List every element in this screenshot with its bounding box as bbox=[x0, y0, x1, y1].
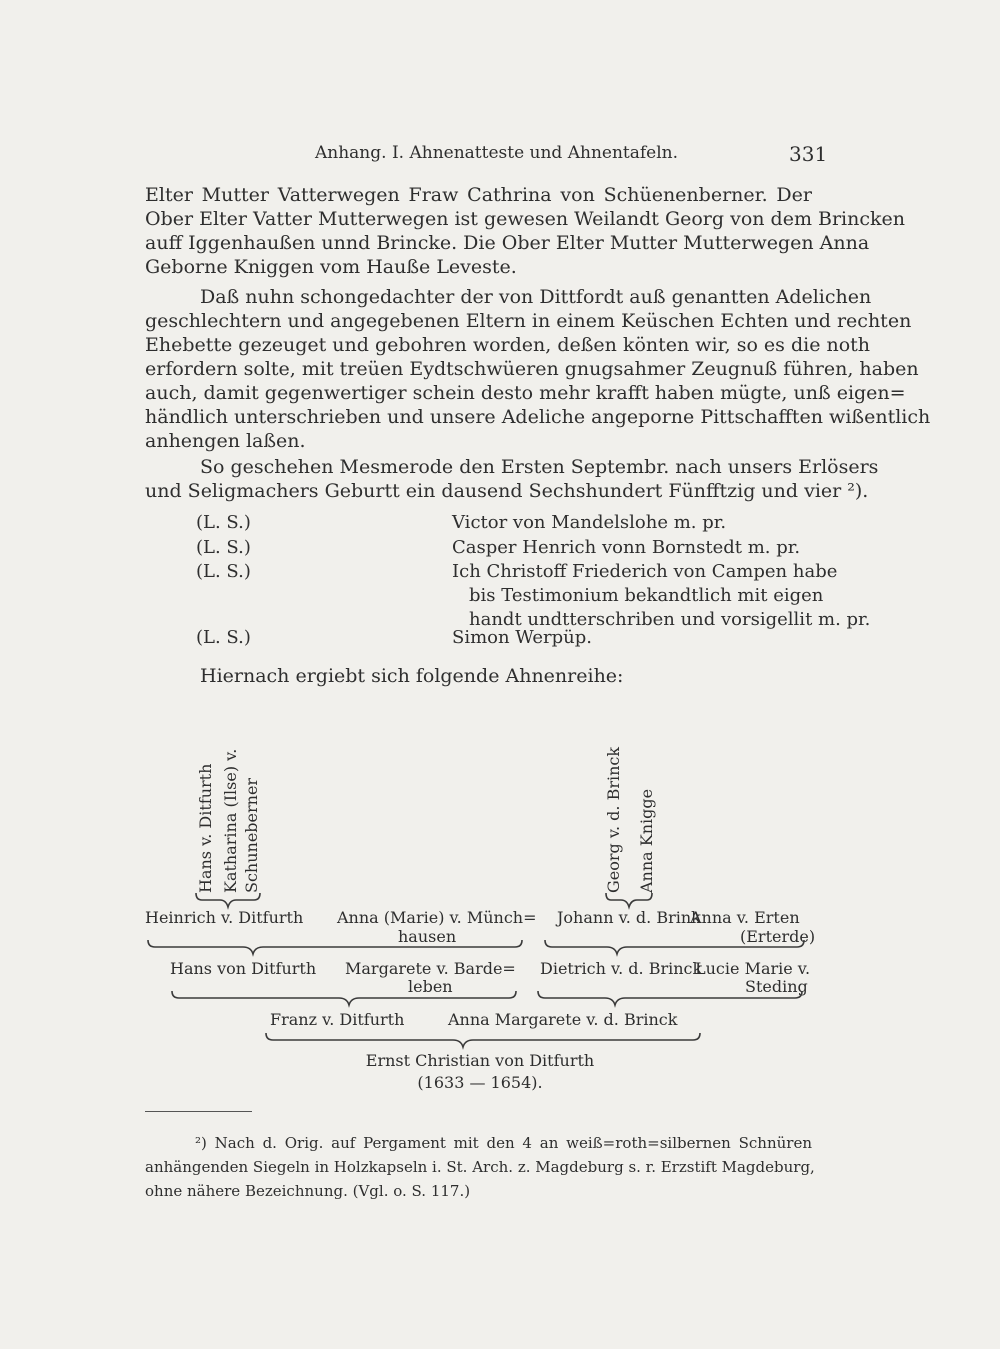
signature-line: Ich Christoff Friederich von Campen habe bbox=[452, 561, 838, 582]
ancestor-name: Franz v. Ditfurth bbox=[270, 1010, 405, 1029]
ancestor-name: Anna Margarete v. d. Brinck bbox=[448, 1010, 678, 1029]
text-line: Elter Mutter Vatterwegen Fraw Cathrina von Schüenenberner. Der bbox=[145, 184, 812, 206]
seal-mark: (L. S.) bbox=[196, 537, 251, 558]
signature-line: Casper Henrich vonn Bornstedt m. pr. bbox=[452, 537, 801, 558]
signature-line: bis Testimonium bekandtlich mit eigen bbox=[469, 585, 824, 606]
ancestor-name: Hans von Ditfurth bbox=[170, 959, 317, 978]
ancestor-name: leben bbox=[408, 977, 453, 996]
text-line: Ehebette gezeuget und gebohren worden, deßen könten wir, so es die noth bbox=[145, 334, 871, 356]
text-line: Daß nuhn schongedachter der von Dittfordt auß genantten Adelichen bbox=[200, 286, 872, 308]
text-line: geschlechtern und angegebenen Eltern in einem Keüschen Echten und rechten bbox=[145, 310, 912, 332]
text-line: auff Iggenhaußen unnd Brincke. Die Ober Elter Mutter Mutterwegen Anna bbox=[145, 232, 870, 254]
page-number: 331 bbox=[789, 142, 828, 166]
ancestor-name-vertical: Katharina (Ilse) v. bbox=[221, 748, 240, 893]
signature-line: handt undtterschriben und vorsigellit m. pr. bbox=[469, 609, 871, 630]
ancestor-name: Dietrich v. d. Brinck bbox=[540, 959, 703, 978]
text-line: händlich unterschrieben und unsere Adeliche angeporne Pittschafften wißentlich bbox=[145, 406, 931, 428]
footnote-line: anhängenden Siegeln in Holzkapseln i. St. Arch. z. Magdeburg s. r. Erzstift Magdeburg, bbox=[145, 1158, 815, 1176]
brace-gen4-right bbox=[606, 893, 652, 907]
text-line: Ober Elter Vatter Mutterwegen ist gewesen Weilandt Georg von dem Brincken bbox=[145, 208, 905, 230]
text-line: erfordern solte, mit treüen Eydtschwüeren gnugsahmer Zeugnuß führen, haben bbox=[145, 358, 919, 380]
ancestor-name: Lucie Marie v. bbox=[695, 959, 811, 978]
ancestor-name: Anna v. Erten bbox=[690, 908, 800, 927]
brace-gen1 bbox=[266, 1033, 700, 1047]
text-line: Geborne Kniggen vom Hauße Leveste. bbox=[145, 256, 517, 278]
text-line: auch, damit gegenwertiger schein desto mehr krafft haben mügte, unß eigen= bbox=[145, 382, 906, 404]
footnote-line: ohne nähere Bezeichnung. (Vgl. o. S. 117.) bbox=[145, 1182, 471, 1200]
text-line: und Seligmachers Geburtt ein dausend Sechshundert Fünfftzig und vier ²). bbox=[145, 480, 869, 502]
seal-mark: (L. S.) bbox=[196, 561, 251, 582]
ancestor-name-vertical: Georg v. d. Brinck bbox=[604, 746, 623, 893]
brace-gen3-right bbox=[545, 940, 804, 954]
ancestor-name: (Erterde) bbox=[740, 927, 816, 946]
ancestor-name: Margarete v. Barde= bbox=[345, 959, 516, 978]
brace-gen3-left bbox=[148, 940, 522, 954]
ancestor-name: Heinrich v. Ditfurth bbox=[145, 908, 304, 927]
ancestor-name: Anna (Marie) v. Münch= bbox=[337, 908, 537, 927]
running-header: Anhang. I. Ahnenatteste und Ahnentafeln. bbox=[315, 143, 679, 163]
ancestor-name-vertical: Anna Knigge bbox=[637, 788, 656, 893]
seal-mark: (L. S.) bbox=[196, 512, 251, 533]
brace-gen4-left bbox=[196, 893, 260, 907]
ancestor-name: Johann v. d. Brink bbox=[557, 908, 701, 927]
ancestor-name-vertical: Schuneberner bbox=[242, 777, 261, 893]
seal-mark: (L. S.) bbox=[196, 627, 251, 648]
footnote bbox=[145, 1131, 815, 1203]
brace-gen2-right bbox=[538, 991, 802, 1005]
brace-gen2-left bbox=[172, 991, 516, 1005]
descendant-name: Ernst Christian von Ditfurth bbox=[365, 1051, 595, 1070]
signature-line: Simon Werpüp. bbox=[452, 627, 592, 648]
ancestor-name-vertical: Hans v. Ditfurth bbox=[196, 763, 215, 893]
signature-line: Victor von Mandelslohe m. pr. bbox=[452, 512, 727, 533]
pedigree-intro: Hiernach ergiebt sich folgende Ahnenreihe: bbox=[200, 665, 624, 687]
footnote-rule bbox=[145, 1111, 252, 1112]
ancestor-name: Steding bbox=[745, 977, 808, 996]
text-line: So geschehen Mesmerode den Ersten Septembr. nach unsers Erlösers bbox=[200, 456, 879, 478]
descendant-years: (1633 — 1654). bbox=[417, 1073, 543, 1092]
text-line: anhengen laßen. bbox=[145, 430, 306, 452]
footnote-line: ²) Nach d. Orig. auf Pergament mit den 4 an weiß=roth=silbernen Schnüren bbox=[195, 1134, 812, 1152]
ancestor-name: hausen bbox=[398, 927, 457, 946]
